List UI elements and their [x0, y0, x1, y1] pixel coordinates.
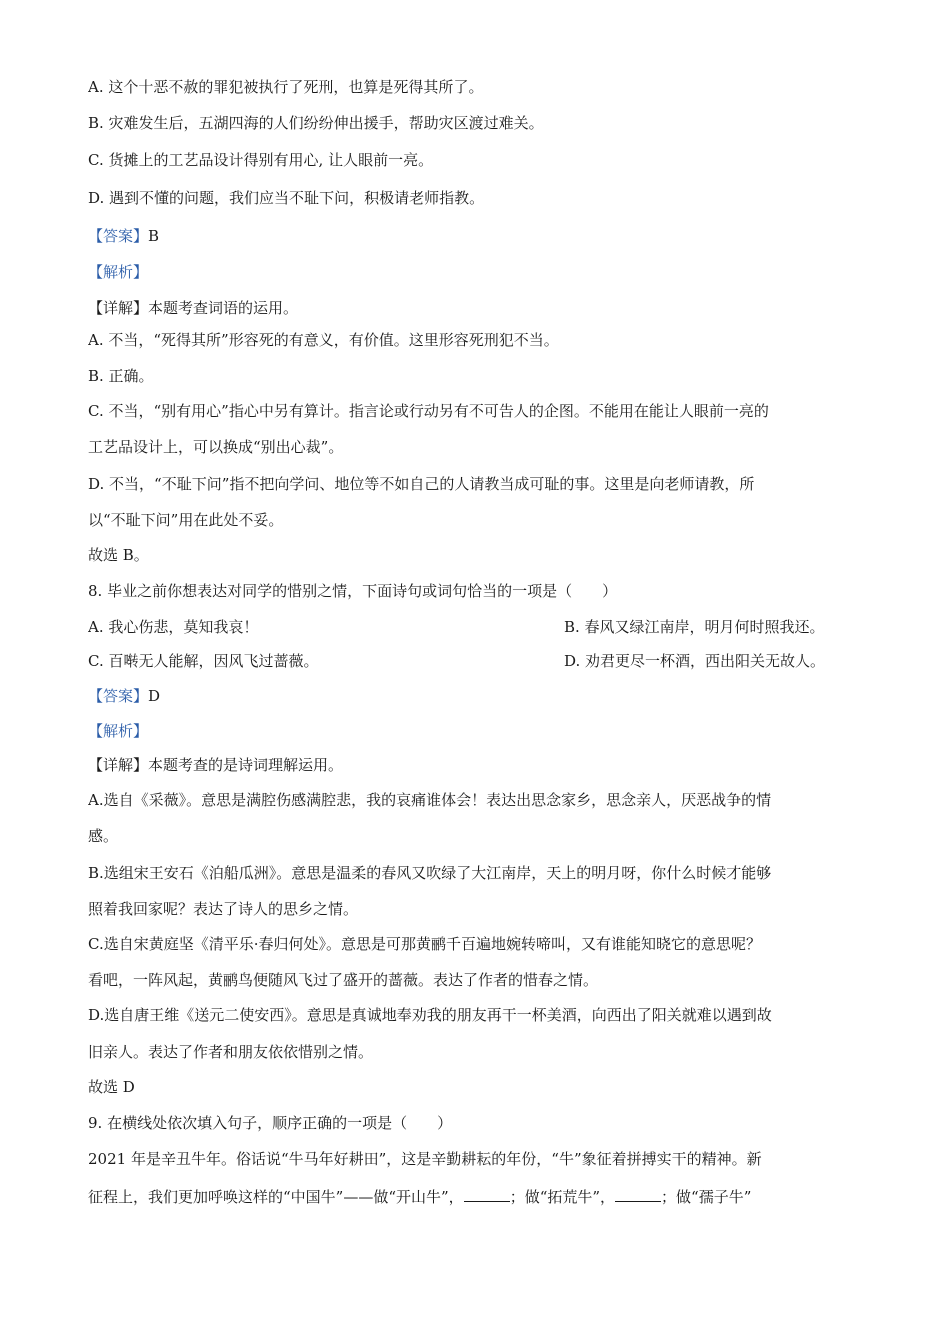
- emphasized-char: 死: [393, 78, 409, 96]
- q9-passage-line-2: 征程上，我们更加呼唤这样的“中国牛”——做“开山牛”， ；做“拓荒牛”， ；做“孺子牛”: [88, 1188, 752, 1206]
- q7-explain-d-cont: 以“不耻下问”用在此处不妥。: [88, 511, 284, 529]
- q8-explain-c: C.选自宋黄庭坚《清平乐·春归何处》。意思是可那黄鹂千百遍地婉转啼叫，又有谁能知晓它的意思呢？: [88, 935, 761, 953]
- q8-options-row-2: [88, 651, 868, 671]
- answer-tag: 【答案】: [88, 227, 149, 245]
- q8-explain-a-cont: 感。: [88, 827, 119, 845]
- q7-option-c: C. 货摊上的工艺品设计得别有用心, 让人眼前一亮。: [88, 151, 434, 169]
- q7-explain-c: C. 不当，“别有用心”指心中另有算计。指言论或行动另有不可告人的企图。不能用在能让人眼前一亮的: [88, 402, 769, 420]
- emphasized-char: 耻: [304, 189, 320, 207]
- emphasized-char: 下: [319, 189, 335, 207]
- q8-option-b: B. 春风又绿江南岸，明月何时照我还。: [564, 618, 825, 636]
- fill-blank-1[interactable]: [464, 1186, 510, 1202]
- q8-option-c: C. 百啭无人能解，因风飞过蔷薇。: [88, 652, 319, 670]
- q8-explain-d: D.选自唐王维《送元二使安西》。意思是真诚地奉劝我的朋友再干一杯美酒，向西出了阳关就难以遇到故: [88, 1006, 772, 1024]
- q7-detail: 【详解】本题考查词语的运用。: [88, 299, 299, 317]
- answer-tag: 【答案】: [88, 687, 149, 705]
- q7-option-a: A. 这个十恶不赦的罪犯被执行了死刑，也算是死得其所了。: [88, 78, 484, 96]
- q9-question: 9. 在横线处依次填入句子，顺序正确的一项是（ ）: [88, 1114, 453, 1132]
- analysis-tag: 【解析】: [88, 722, 149, 740]
- emphasized-char: 别: [258, 151, 274, 169]
- emphasized-char: 问: [334, 189, 350, 207]
- q8-explain-b: B.选组宋王安石《泊船瓜洲》。意思是温柔的春风又吹绿了大江南岸，天上的明月呀，你什么时候才能够: [88, 864, 772, 882]
- detail-tag: 【详解】: [88, 299, 149, 317]
- q7-explain-b: B. 正确。: [88, 367, 154, 385]
- answer-value: B: [148, 227, 160, 245]
- q7-explain-a: A. 不当，“死得其所”形容死的有意义，有价值。这里形容死刑犯不当。: [88, 331, 559, 349]
- q7-conclusion: 故选 B。: [88, 546, 149, 564]
- emphasized-char: 有: [273, 151, 289, 169]
- q8-option-d: D. 劝君更尽一杯酒，西出阳关无故人。: [564, 652, 826, 670]
- q8-options-row-1: [88, 617, 868, 637]
- emphasized-char: 所: [438, 78, 454, 96]
- q7-option-d: D. 遇到不懂的问题，我们应当不耻下问，积极请老师指教。: [88, 189, 485, 207]
- answer-value: D: [148, 687, 161, 705]
- q9-passage-line-1: 2021 年是辛丑牛年。俗话说“牛马年好耕田”，这是辛勤耕耘的年份，“牛”象征着拼搏实干的精神。新: [88, 1150, 762, 1168]
- emphasized-char: 其: [423, 78, 439, 96]
- emphasized-char: 用: [288, 151, 304, 169]
- detail-tag: 【详解】: [88, 756, 149, 774]
- q8-detail: 【详解】本题考查的是诗词理解运用。: [88, 756, 344, 774]
- q8-explain-d-cont: 旧亲人。表达了作者和朋友依依惜别之情。: [88, 1043, 374, 1061]
- emphasized-char: 得: [408, 78, 424, 96]
- q7-option-b: B. 灾难发生后，五湖四海的人们纷纷伸出援手，帮助灾区渡过难关。: [88, 114, 544, 132]
- emphasized-char: 湖: [213, 114, 229, 132]
- q8-option-a: A. 我心伤悲，莫知我哀！: [88, 618, 259, 636]
- q8-explain-a: A.选自《采薇》。意思是满腔伤感满腔悲，我的哀痛谁体会！表达出思念家乡，思念亲人，厌恶战争的情: [88, 791, 772, 809]
- emphasized-char: 心: [303, 151, 319, 169]
- emphasized-char: 海: [243, 114, 259, 132]
- q8-analysis-heading: [88, 721, 868, 741]
- q7-explain-c-cont: 工艺品设计上，可以换成“别出心裁”。: [88, 438, 344, 456]
- q7-explain-d: D. 不当，“不耻下问”指不把向学问、地位等不如自己的人请教当成可耻的事。这里是向老师请教，所: [88, 475, 755, 493]
- analysis-tag: 【解析】: [88, 263, 149, 281]
- fill-blank-2[interactable]: [615, 1186, 661, 1202]
- q8-explain-b-cont: 照着我回家呢？表达了诗人的思乡之情。: [88, 900, 359, 918]
- emphasized-char: 四: [228, 114, 244, 132]
- q7-answer: [88, 226, 868, 246]
- q8-answer: [88, 686, 868, 706]
- q8-explain-c-cont: 看吧，一阵风起，黄鹂鸟便随风飞过了盛开的蔷薇。表达了作者的惜春之情。: [88, 971, 599, 989]
- emphasized-char: 五: [198, 114, 214, 132]
- q8-question: 8. 毕业之前你想表达对同学的惜别之情，下面诗句或词句恰当的一项是（ ）: [88, 582, 618, 600]
- q7-analysis-heading: [88, 262, 868, 282]
- q8-conclusion: 故选 D: [88, 1078, 135, 1096]
- emphasized-char: 不: [289, 189, 305, 207]
